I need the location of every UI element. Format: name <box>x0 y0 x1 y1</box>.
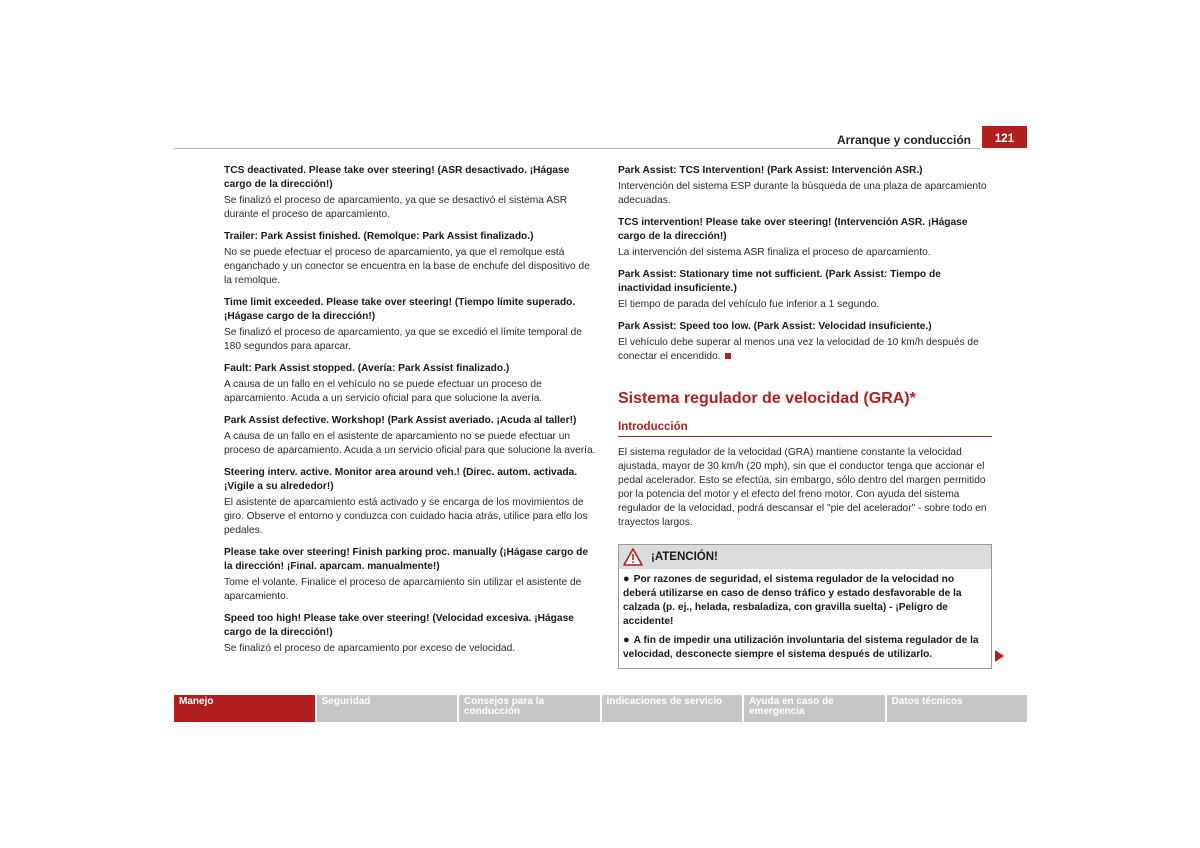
message-body: La intervención del sistema ASR finaliza el proceso de aparcamiento. <box>618 247 931 258</box>
message-body: Tome el volante. Finalice el proceso de aparcamiento sin utilizar el asistente de aparcamiento. <box>224 577 582 602</box>
warning-item <box>623 572 987 629</box>
message-entry <box>224 296 598 354</box>
warning-box <box>618 544 992 669</box>
message-title: Park Assist: TCS Intervention! (Park Assist: Intervención ASR.) <box>618 165 923 176</box>
message-entry <box>224 546 598 604</box>
chapter-tab-bar <box>174 695 1027 722</box>
message-title: Speed too high! Please take over steering! (Velocidad excesiva. ¡Hágase cargo de la dirección!) <box>224 613 574 638</box>
tab-consejos-conduccion[interactable]: Consejos para la conducción <box>459 695 600 722</box>
message-body: El tiempo de parada del vehículo fue inferior a 1 segundo. <box>618 299 880 310</box>
message-entry <box>618 216 992 260</box>
message-title: TCS deactivated. Please take over steering! (ASR desactivado. ¡Hágase cargo de la dirección!) <box>224 165 570 190</box>
message-title: Time limit exceeded. Please take over steering! (Tiempo límite superado. ¡Hágase cargo de la dirección!) <box>224 297 576 322</box>
message-body: No se puede efectuar el proceso de aparcamiento, ya que el remolque está enganchado y un conector se encuentra en la base de enchufe del dispositivo de la remolque. <box>224 247 590 286</box>
section-end-marker <box>725 353 731 359</box>
message-title: Park Assist: Speed too low. (Park Assist: Velocidad insuficiente.) <box>618 321 932 332</box>
message-body: Intervención del sistema ESP durante la búsqueda de una plaza de aparcamiento adecuadas. <box>618 181 987 206</box>
message-body-text: El vehículo debe superar al menos una vez la velocidad de 10 km/h después de conectar el encendido. <box>618 337 979 362</box>
message-body: A causa de un fallo en el vehículo no se puede efectuar un proceso de aparcamiento. Acuda a un servicio oficial para que solucione la avería. <box>224 379 543 404</box>
message-entry <box>224 362 598 406</box>
bullet-icon: ● <box>623 634 630 646</box>
message-body <box>618 336 992 364</box>
message-entry <box>224 612 598 656</box>
message-entry <box>618 320 992 364</box>
left-column <box>224 164 598 664</box>
warning-item-text: Por razones de seguridad, el sistema regulador de la velocidad no deberá utilizarse en caso de denso tráfico y estado desfavorable de la calzada (p. ej., helada, resbaladiza, con gravilla suelta) - ¡Peligro de accidente! <box>623 574 962 627</box>
message-body: El asistente de aparcamiento está activado y se encarga de los movimientos de giro. Observe el entorno y conduzca con cuidado hacia atrás, utilice para ello los pedales. <box>224 497 588 536</box>
tab-indicaciones-servicio[interactable]: Indicaciones de servicio <box>602 695 743 722</box>
right-column <box>618 164 992 669</box>
page-number: 121 <box>982 126 1027 148</box>
message-title: Park Assist defective. Workshop! (Park Assist averiado. ¡Acuda al taller!) <box>224 415 577 426</box>
warning-item-text: A fin de impedir una utilización involuntaria del sistema regulador de la velocidad, desconecte siempre el sistema después de utilizarlo. <box>623 635 979 660</box>
tab-manejo[interactable]: Manejo <box>174 695 315 722</box>
bullet-icon: ● <box>623 573 630 585</box>
message-entry <box>224 414 598 458</box>
message-body: A causa de un fallo en el asistente de aparcamiento no se puede efectuar un proceso de aparcamiento. Acuda a un servicio oficial para que solucione la avería. <box>224 431 596 456</box>
section-title: Sistema regulador de velocidad (GRA)* <box>618 390 916 407</box>
header-rule <box>174 148 980 149</box>
running-header: Arranque y conducción <box>836 133 971 147</box>
intro-paragraph: El sistema regulador de la velocidad (GRA) mantiene constante la velocidad ajustada, mayor de 30 km/h (20 mph), sin que el conductor tenga que accionar el pedal acelerador. Esto se efectúa, sin embargo, sólo dentro del margen permitido por la potencia del motor y el efecto del freno motor. Con ayuda del sistema regulador de la velocidad, podrá descansar el "pie del acelerador" - sobre todo en trayectos largos. <box>618 447 987 528</box>
subsection-title: Introducción <box>618 420 992 437</box>
warning-triangle-icon <box>623 548 643 566</box>
message-entry <box>224 230 598 288</box>
message-body: Se finalizó el proceso de aparcamiento, ya que se excedió el límite temporal de 180 segundos para aparcar. <box>224 327 582 352</box>
message-title: TCS intervention! Please take over steering! (Intervención ASR. ¡Hágase cargo de la dirección!) <box>618 217 968 242</box>
message-body: Se finalizó el proceso de aparcamiento, ya que se desactivó el sistema ASR durante el proceso de aparcamiento. <box>224 195 568 220</box>
message-entry <box>618 268 992 312</box>
warning-item <box>623 633 987 662</box>
message-entry <box>224 466 598 538</box>
message-title: Park Assist: Stationary time not sufficient. (Park Assist: Tiempo de inactividad insuficiente.) <box>618 269 941 294</box>
warning-label: ¡ATENCIÓN! <box>651 551 718 563</box>
tab-ayuda-emergencia[interactable]: Ayuda en caso de emergencia <box>744 695 885 722</box>
message-body: Se finalizó el proceso de aparcamiento por exceso de velocidad. <box>224 643 516 654</box>
message-title: Trailer: Park Assist finished. (Remolque: Park Assist finalizado.) <box>224 231 534 242</box>
message-title: Please take over steering! Finish parking proc. manually (¡Hágase cargo de la dirección! ¡Final. aparcam. manualmente!) <box>224 547 589 572</box>
continue-arrow-icon <box>995 650 1004 662</box>
message-entry <box>224 164 598 222</box>
warning-body <box>619 569 991 668</box>
tab-seguridad[interactable]: Seguridad <box>317 695 458 722</box>
warning-header <box>619 545 991 569</box>
message-entry <box>618 164 992 208</box>
tab-datos-tecnicos[interactable]: Datos técnicos <box>887 695 1028 722</box>
message-title: Steering interv. active. Monitor area around veh.! (Direc. autom. activada. ¡Vigile a su alrededor!) <box>224 467 578 492</box>
message-title: Fault: Park Assist stopped. (Avería: Park Assist finalizado.) <box>224 363 510 374</box>
